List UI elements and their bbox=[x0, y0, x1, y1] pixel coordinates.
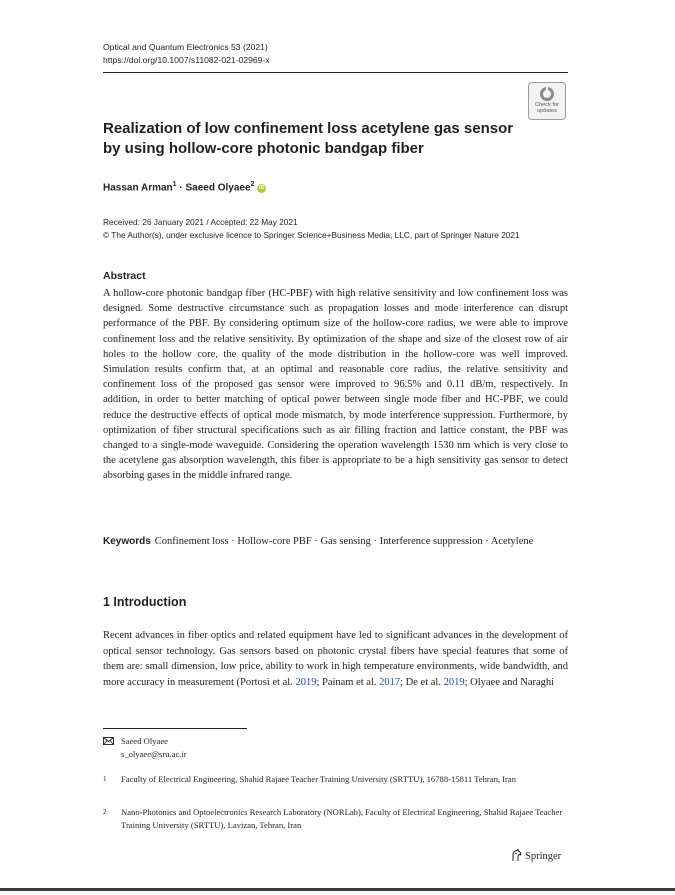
author-list bbox=[103, 181, 266, 193]
keywords-label: Keywords bbox=[103, 536, 151, 547]
keywords-list: Confinement loss · Hollow-core PBF · Gas sensing · Interference suppression · Acetylene bbox=[154, 536, 534, 547]
corresponding-author-email[interactable]: s_olyaee@sru.ac.ir bbox=[121, 748, 187, 759]
introduction-text bbox=[103, 628, 568, 690]
corresponding-author-name: Saeed Olyaee bbox=[121, 736, 169, 746]
citation-link[interactable]: 2019 bbox=[443, 676, 465, 688]
affiliation-number: 1 bbox=[103, 775, 107, 783]
journal-citation: Optical and Quantum Electronics 53 (2021) bbox=[103, 42, 268, 52]
header-rule bbox=[103, 72, 568, 73]
section-heading-introduction: 1 Introduction bbox=[103, 595, 187, 609]
intro-sentence: Recent advances in fiber optics and related equipment have led to significant advances in the development of optical sensor technology. Gas sensors based on photonic crystal fibers have special features that some of them are: small dimension, low price, ability to work in high temperature environments, wide bandwidth, and more accuracy in measurement (Portosi et al. bbox=[103, 630, 568, 688]
springer-horse-icon bbox=[510, 849, 523, 862]
affiliation-number: 2 bbox=[103, 808, 107, 816]
affiliation-2 bbox=[103, 806, 568, 831]
check-for-updates-badge[interactable] bbox=[528, 82, 566, 120]
copyright-notice: © The Author(s), under exclusive licence to Springer Science+Business Media, LLC, part of Springer Nature 2021 bbox=[103, 230, 520, 240]
intro-sentence: ; De et al. bbox=[400, 676, 444, 688]
author-name[interactable]: Saeed Olyaee bbox=[185, 182, 251, 194]
orcid-icon[interactable]: iD bbox=[258, 185, 265, 192]
abstract-heading: Abstract bbox=[103, 270, 146, 282]
badge-line-1: Check for bbox=[535, 102, 559, 108]
badge-line-2: updates bbox=[537, 108, 557, 114]
page-bottom-edge bbox=[0, 888, 675, 891]
affiliation-marker: 2 bbox=[250, 181, 255, 188]
abstract-text: A hollow-core photonic bandgap fiber (HC-PBF) with high relative sensitivity and low confinement loss was designed. Some destructive circumstance such as propagation losses and mode interference can disrupt performance of the PBF. By considering optimum size of the hollow-core radius, we were able to improve confinement loss and the relative sensitivity. By optimization of the shape and size of the closest row of air holes to the hollow core, the quality of the mode distribution in the hollow-core was well improved. Simulation results confirm that, at an optimal and reasonable core radius, the relative sensitivity and confinement loss of the proposed gas sensor were improved to 96.5% and 0.11 dB/m, respectively. In addition, in order to better matching of optical power between single mode fiber and HC-PBF, we could reduce the destructive effects of optical mode mismatch, by mode interference suppression. Furthermore, by optimization of fiber structural specifications such as air filling fraction and lattice constant, the PBF was changed to a single-mode waveguide. Considering the operation wavelength 1530 nm which is very close to the acetylene gas absorption wavelength, this fiber is appropriate to be a high sensitivity gas sensor to detect absorbing gases in the middle infrared range. bbox=[103, 288, 568, 482]
affiliation-text: Faculty of Electrical Engineering, Shahid Rajaee Teacher Training University (SRTTU), 16788-15811 Tehran, Iran bbox=[121, 774, 516, 784]
paper-title: Realization of low confinement loss acetylene gas sensor by using hollow-core photonic bandgap fiber bbox=[103, 120, 514, 157]
citation-link[interactable]: 2017 bbox=[379, 676, 401, 688]
envelope-icon bbox=[103, 737, 114, 745]
keywords bbox=[103, 534, 568, 549]
affiliation-1 bbox=[103, 773, 568, 786]
publisher-name: Springer bbox=[525, 851, 562, 862]
intro-sentence: ; Olyaee and Naraghi bbox=[464, 676, 555, 688]
journal-header bbox=[103, 41, 270, 67]
intro-sentence: ; Painam et al. bbox=[316, 676, 380, 688]
author-separator: · bbox=[176, 182, 186, 194]
citation-link[interactable]: 2019 bbox=[295, 676, 317, 688]
received-accepted-dates: Received: 26 January 2021 / Accepted: 22 May 2021 bbox=[103, 217, 298, 227]
affiliation-text: Nano-Photonics and Optoelectronics Research Laboratory (NORLab), Faculty of Electrical Engineering, Shahid Rajaee Teacher Training University (SRTTU), Lavizan, Tehran, Iran bbox=[121, 807, 563, 830]
doi-link[interactable]: https://doi.org/10.1007/s11082-021-02969-x bbox=[103, 55, 270, 65]
footnote-rule bbox=[103, 728, 247, 729]
article-history bbox=[103, 216, 520, 242]
publisher-logo bbox=[510, 849, 561, 862]
affiliation-marker: 1 bbox=[172, 181, 177, 188]
author-name[interactable]: Hassan Arman bbox=[103, 182, 173, 194]
corresponding-author bbox=[103, 735, 187, 760]
check-for-updates-icon bbox=[539, 86, 555, 102]
